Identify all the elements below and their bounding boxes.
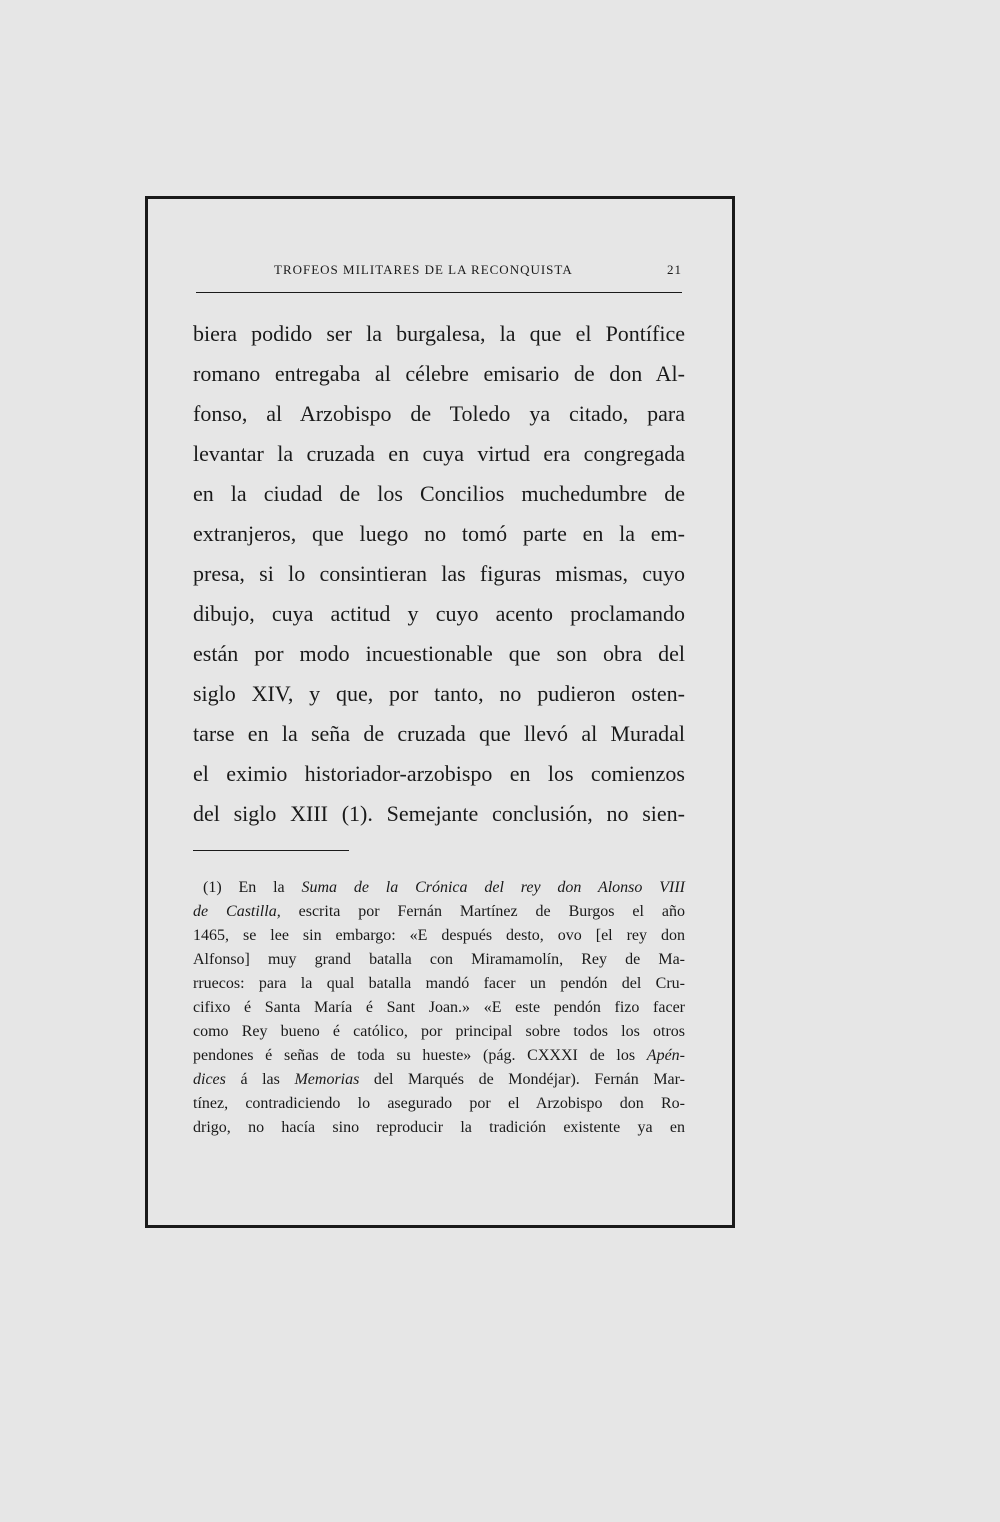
footnote-line: tínez, contradiciendo lo asegurado por el Arzobispo don Ro- — [193, 1095, 685, 1112]
body-line: tarse en la seña de cruzada que llevó al Muradal — [193, 721, 685, 746]
footnote-line — [193, 1068, 685, 1092]
body-text — [193, 314, 685, 834]
footnote-line — [193, 1044, 685, 1068]
body-line: del siglo XIII (1). Semejante conclusión, no sien- — [193, 801, 685, 826]
footnote-line: cifixo é Santa María é Sant Joan.» «E este pendón fizo facer — [193, 999, 685, 1016]
footnote-title-italic: Suma de la Crónica del rey don Alonso VIII — [301, 879, 685, 896]
body-line: presa, si lo consintieran las figuras mismas, cuyo — [193, 561, 685, 586]
footnote-line: 1465, se lee sin embargo: «E después desto, ovo [el rey don — [193, 927, 685, 944]
body-line: biera podido ser la burgalesa, la que el Pontífice — [193, 321, 685, 346]
body-line: fonso, al Arzobispo de Toledo ya citado, para — [193, 401, 685, 426]
page-number: 21 — [667, 262, 682, 277]
footnote-line — [193, 900, 685, 924]
footnote-line — [193, 876, 685, 900]
footnote-rule — [193, 850, 349, 851]
footnote-italic: Apén- — [646, 1047, 685, 1064]
footnote-text: á las — [225, 1071, 295, 1088]
body-line: están por modo incuestionable que son obra del — [193, 641, 685, 666]
body-line: en la ciudad de los Concilios muchedumbre de — [193, 481, 685, 506]
body-line: el eximio historiador-arzobispo en los comienzos — [193, 761, 685, 786]
footnote-line: como Rey bueno é católico, por principal sobre todos los otros — [193, 1023, 685, 1040]
body-line: levantar la cruzada en cuya virtud era congregada — [193, 441, 685, 466]
body-line: siglo XIV, y que, por tanto, no pudieron osten- — [193, 681, 685, 706]
header-rule — [196, 292, 682, 293]
running-head — [196, 256, 684, 282]
footnote-title-italic: de Castilla, — [193, 903, 281, 920]
footnote-line: Alfonso] muy grand batalla con Miramamolín, Rey de Ma- — [193, 951, 685, 968]
footnote-line: drigo, no hacía sino reproducir la tradición existente ya en — [193, 1119, 685, 1136]
footnote-text: del Marqués de Mondéjar). Fernán Mar- — [359, 1071, 685, 1088]
body-line: extranjeros, que luego no tomó parte en la em- — [193, 521, 685, 546]
footnote-italic: Memorias — [294, 1071, 360, 1088]
footnote-text: (1) En la — [203, 879, 302, 896]
body-line: romano entregaba al célebre emisario de don Al- — [193, 361, 685, 386]
footnote-line: rruecos: para la qual batalla mandó facer un pendón del Cru- — [193, 975, 685, 992]
body-line: dibujo, cuya actitud y cuyo acento proclamando — [193, 601, 685, 626]
footnote-italic: dices — [193, 1071, 226, 1088]
footnote-text: pendones é señas de toda su hueste» (pág. CXXXI de los — [193, 1047, 647, 1064]
footnote-text: escrita por Fernán Martínez de Burgos el año — [280, 903, 685, 920]
running-head-title: TROFEOS MILITARES DE LA RECONQUISTA — [274, 262, 573, 277]
footnote — [193, 876, 685, 1140]
